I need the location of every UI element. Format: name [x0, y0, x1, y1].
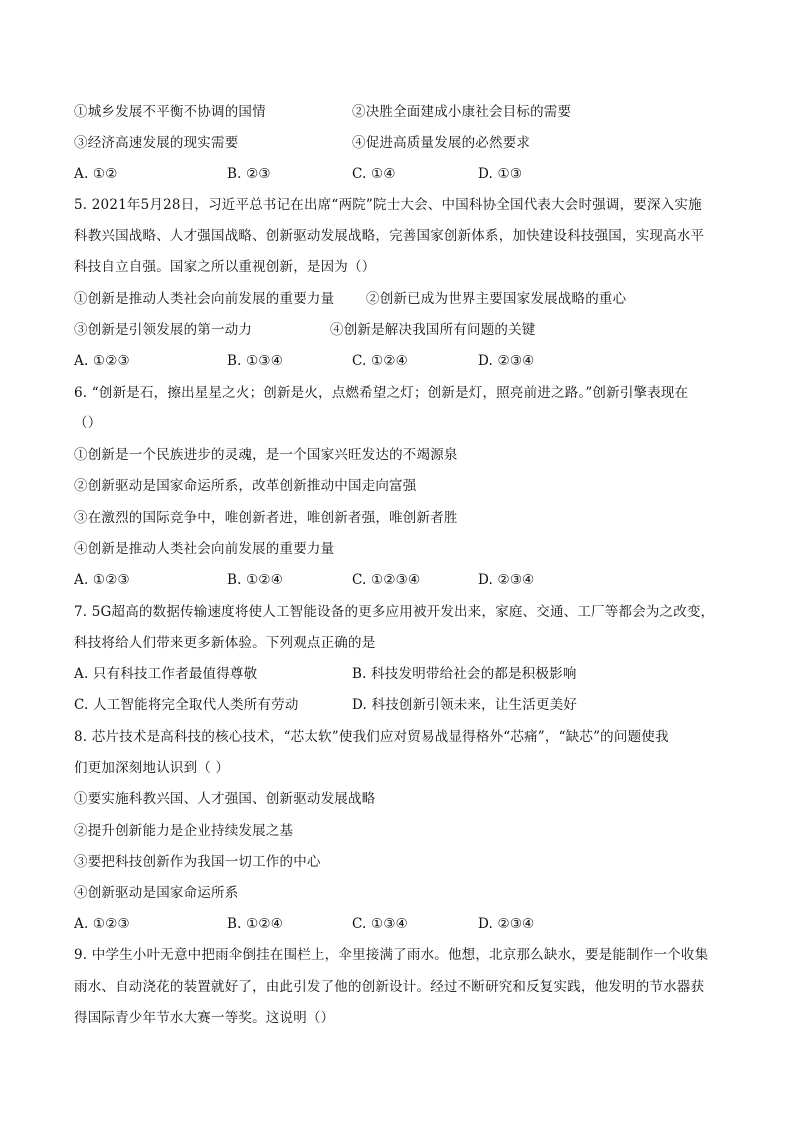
answer-c: C. 人工智能将完全取代人类所有劳动: [74, 697, 299, 713]
prev-option-1: ①城乡发展不平衡不协调的国情: [74, 104, 266, 120]
answer-d: D. ①③: [478, 166, 523, 182]
q8-item-4: ④创新驱动是国家命运所系: [74, 885, 239, 901]
q5-item-4: ④创新是解决我国所有问题的关键: [330, 322, 536, 338]
answer-b: B. ①②④: [227, 916, 284, 932]
answer-c: C. ①②③④: [352, 572, 421, 588]
q8-stem-line-1: 8. 芯片技术是高科技的核心技术，“芯太软”使我们应对贸易战显得格外“芯痛”，“缺芯”的问题使我: [74, 729, 669, 745]
answer-c: C. ①③④: [352, 916, 408, 932]
answer-b: B. 科技发明带给社会的都是积极影响: [352, 666, 577, 682]
answer-a: A. ①②: [74, 166, 118, 182]
q6-stem-line-1: 6. “创新是石，擦出星星之火；创新是火，点燃希望之灯；创新是灯，照亮前进之路。”创新引擎表现在: [74, 385, 689, 401]
answer-d: D. 科技创新引领未来，让生活更美好: [352, 697, 578, 713]
q5-item-1: ①创新是推动人类社会向前发展的重要力量: [74, 291, 335, 307]
q6-stem-line-2: （）: [74, 415, 102, 431]
q6-item-3: ③在激烈的国际竞争中，唯创新者进，唯创新者强，唯创新者胜: [74, 510, 458, 526]
answer-a: A. ①②③: [74, 353, 130, 369]
q5-stem-line-2: 科教兴国战略、人才强国战略、创新驱动发展战略，完善国家创新体系，加快建设科技强国，实现高水平: [74, 228, 705, 244]
prev-option-4: ④促进高质量发展的必然要求: [352, 135, 531, 151]
q8-stem-line-2: 们更加深刻地认识到（ ）: [74, 760, 230, 776]
q6-item-4: ④创新是推动人类社会向前发展的重要力量: [74, 541, 335, 557]
q8-item-1: ①要实施科教兴国、人才强国、创新驱动发展战略: [74, 791, 376, 807]
answer-b: B. ②③: [227, 166, 271, 182]
answer-d: D. ②③④: [478, 353, 535, 369]
q9-stem-line-2: 雨水、自动浇花的装置就好了，由此引发了他的创新设计。经过不断研究和反复实践，他发明的节水器获: [74, 979, 705, 995]
q8-item-2: ②提升创新能力是企业持续发展之基: [74, 823, 294, 839]
q6-item-1: ①创新是一个民族进步的灵魂，是一个国家兴旺发达的不竭源泉: [74, 447, 458, 463]
answer-d: D. ②③④: [478, 916, 535, 932]
q5-stem-line-3: 科技自立自强。国家之所以重视创新，是因为（）: [74, 259, 376, 275]
q6-item-2: ②创新驱动是国家命运所系，改革创新推动中国走向富强: [74, 478, 417, 494]
q5-item-2: ②创新已成为世界主要国家发展战略的重心: [366, 291, 627, 307]
q9-stem-line-3: 得国际青少年节水大赛一等奖。这说明（）: [74, 1010, 335, 1026]
q7-stem-line-1: 7. 5G超高的数据传输速度将使人工智能设备的更多应用被开发出来，家庭、交通、工厂等都会为之改变，: [74, 604, 715, 620]
q5-stem-line-1: 5. 2021年5月28日，习近平总书记在出席“两院”院士大会、中国科协全国代表大会时强调，要深入实施: [74, 197, 702, 213]
prev-option-3: ③经济高速发展的现实需要: [74, 135, 239, 151]
prev-option-2: ②决胜全面建成小康社会目标的需要: [352, 104, 572, 120]
answer-a: A. ①②③: [74, 572, 130, 588]
answer-c: C. ①④: [352, 166, 396, 182]
answer-a: A. ①②③: [74, 916, 130, 932]
answer-b: B. ①③④: [227, 353, 284, 369]
answer-a: A. 只有科技工作者最值得尊敬: [74, 666, 258, 682]
q7-stem-line-2: 科技将给人们带来更多新体验。下列观点正确的是: [74, 635, 376, 651]
answer-b: B. ①②④: [227, 572, 284, 588]
answer-d: D. ②③④: [478, 572, 535, 588]
answer-c: C. ①②④: [352, 353, 408, 369]
q5-item-3: ③创新是引领发展的第一动力: [74, 322, 253, 338]
q9-stem-line-1: 9. 中学生小叶无意中把雨伞倒挂在围栏上，伞里接满了雨水。他想，北京那么缺水，要是能制作一个收集: [74, 947, 709, 963]
q8-item-3: ③要把科技创新作为我国一切工作的中心: [74, 854, 321, 870]
